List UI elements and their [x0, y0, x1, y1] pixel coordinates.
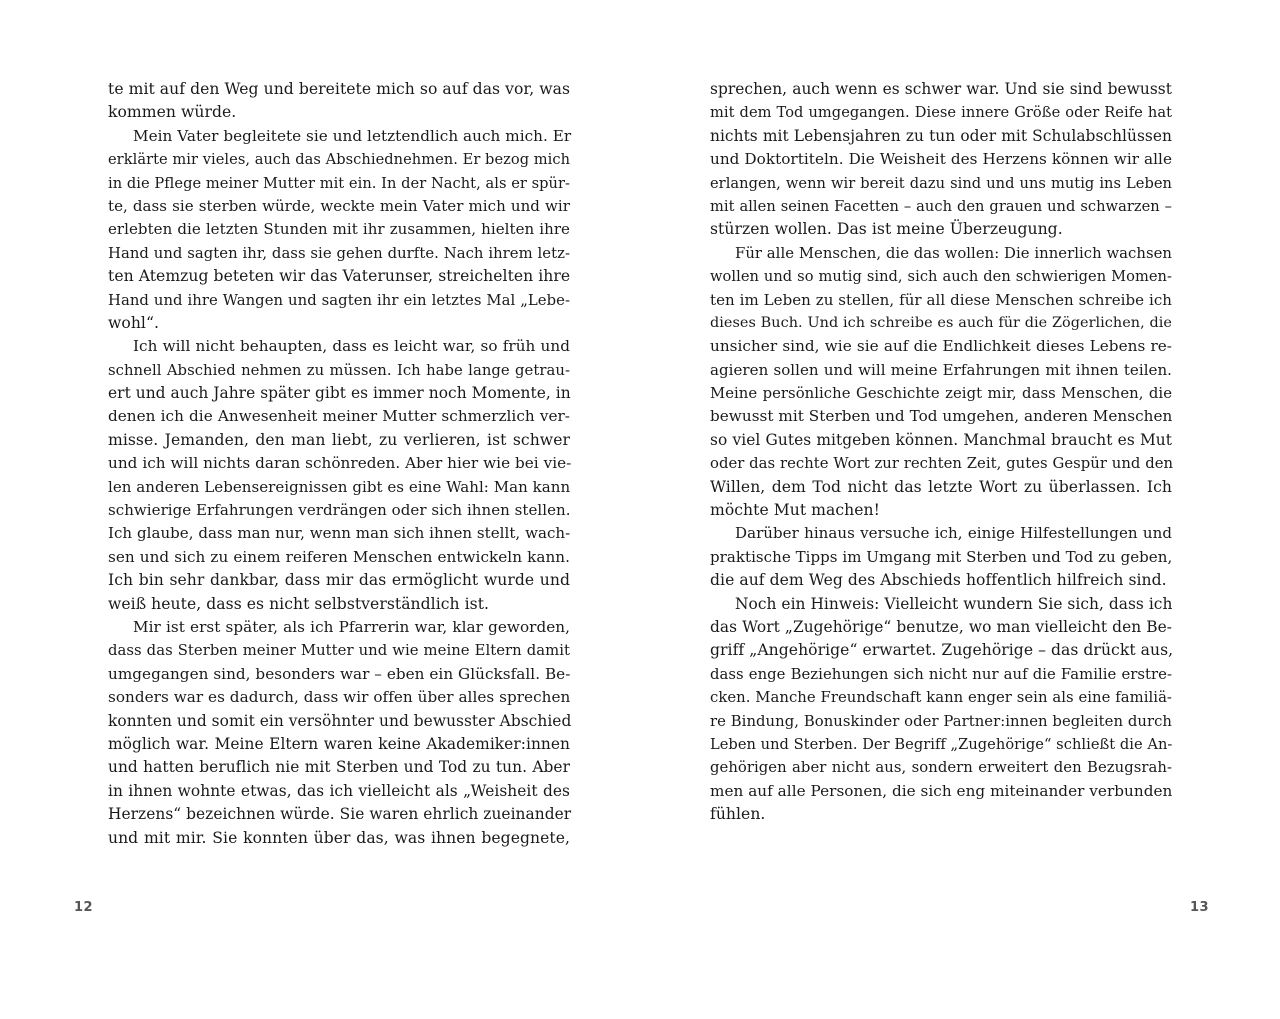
text-line: re Bindung, Bonuskinder oder Partner:innen begleiten durch — [710, 712, 1172, 730]
text-line: erlebten die letzten Stunden mit ihr zusammen, hielten ihre — [108, 220, 570, 239]
text-line: Darüber hinaus versuche ich, einige Hilfestellungen und — [735, 524, 1172, 543]
text-line: umgegangen sind, besonders war – eben ein Glücksfall. Be- — [108, 664, 571, 683]
text-line: denen ich die Anwesenheit meiner Mutter schmerzlich ver- — [108, 407, 570, 426]
text-line: konnten und somit ein versöhnter und bewusster Abschied — [108, 711, 572, 730]
text-line: misse. Jemanden, den man liebt, zu verlieren, ist schwer — [108, 430, 570, 449]
text-line: Ich bin sehr dankbar, dass mir das ermöglicht wurde und — [108, 571, 570, 590]
text-line: ten Atemzug beteten wir das Vaterunser, streichelten ihre — [108, 267, 571, 286]
text-line: und mit mir. Sie konnten über das, was ihnen begegnete, — [108, 828, 570, 847]
text-line: te, dass sie sterben würde, weckte mein Vater mich und wir — [108, 196, 570, 215]
text-line: men auf alle Personen, die sich eng miteinander verbunden — [710, 781, 1173, 800]
text-line: Meine persönliche Geschichte zeigt mir, dass Menschen, die — [710, 385, 1172, 403]
text-line: sen und sich zu einem reiferen Menschen entwickeln kann. — [108, 547, 570, 566]
text-line: dass das Sterben meiner Mutter und wie meine Eltern damit — [108, 642, 570, 660]
page-number-right: 13 — [1190, 900, 1210, 915]
text-line: ten im Leben zu stellen, für all diese Menschen schreibe ich — [710, 290, 1172, 309]
text-line: gehörigen aber nicht aus, sondern erweitert den Bezugsrah- — [710, 759, 1172, 777]
text-line: Herzens“ bezeichnen würde. Sie waren ehrlich zueinander — [108, 805, 572, 824]
text-line: Ich will nicht behaupten, dass es leicht war, so früh und — [133, 337, 570, 356]
text-line: Leben und Sterben. Der Begriff „Zugehörige“ schließt die An- — [710, 735, 1173, 753]
text-line: nichts mit Lebensjahren zu tun oder mit Schulabschlüssen — [710, 126, 1172, 145]
text-line: wohl“. — [108, 313, 159, 332]
text-line: wollen und so mutig sind, sich auch den schwierigen Momen- — [710, 268, 1172, 286]
text-line: mit allen seinen Facetten – auch den grauen und schwarzen – — [710, 197, 1172, 215]
text-line: bewusst mit Sterben und Tod umgehen, anderen Menschen — [710, 407, 1173, 426]
text-line: erklärte mir vieles, auch das Abschiednehmen. Er bezog mich — [108, 151, 571, 169]
text-line: schnell Abschied nehmen zu müssen. Ich habe lange getrau- — [108, 361, 570, 379]
text-line: griff „Angehörige“ erwartet. Zugehörige – das drückt aus, — [710, 641, 1174, 660]
text-line: in die Pflege meiner Mutter mit ein. In der Nacht, als er spür- — [108, 174, 570, 192]
text-line: te mit auf den Weg und bereitete mich so auf das vor, was — [108, 80, 571, 98]
text-line: erlangen, wenn wir bereit dazu sind und uns mutig ins Leben — [710, 174, 1172, 192]
text-line: das Wort „Zugehörige“ benutze, wo man vielleicht den Be- — [710, 617, 1172, 636]
text-line: und hatten beruflich nie mit Sterben und Tod zu tun. Aber — [108, 758, 570, 777]
right-page-text — [710, 78, 1172, 827]
text-line: fühlen. — [710, 805, 766, 824]
text-line: sonders war es dadurch, dass wir offen über alles sprechen — [108, 688, 571, 707]
text-line: agieren sollen und will meine Erfahrungen mit ihnen teilen. — [710, 360, 1172, 379]
text-line: praktische Tipps im Umgang mit Sterben und Tod zu geben, — [710, 547, 1173, 566]
text-line: sprechen, auch wenn es schwer war. Und sie sind bewusst — [710, 80, 1172, 98]
text-line: schwierige Erfahrungen verdrängen oder sich ihnen stellen. — [108, 501, 571, 520]
text-line: Ich glaube, dass man nur, wenn man sich ihnen stellt, wach- — [108, 524, 571, 543]
text-line: dieses Buch. Und ich schreibe es auch für die Zögerlichen, die — [710, 314, 1172, 331]
left-page-text — [108, 78, 570, 850]
text-line: Mein Vater begleitete sie und letztendlich auch mich. Er — [133, 126, 572, 145]
text-line: so viel Gutes mitgeben können. Manchmal braucht es Mut — [710, 430, 1172, 449]
text-line: dass enge Beziehungen sich nicht nur auf die Familie erstre- — [710, 665, 1172, 683]
text-line: unsicher sind, wie sie auf die Endlichkeit dieses Lebens re- — [710, 337, 1172, 356]
text-line: mit dem Tod umgegangen. Diese innere Größe oder Reife hat — [710, 104, 1172, 122]
text-line: len anderen Lebensereignissen gibt es eine Wahl: Man kann — [108, 477, 571, 496]
text-line: möglich war. Meine Eltern waren keine Akademiker:innen — [108, 734, 570, 753]
text-line: oder das rechte Wort zur rechten Zeit, gutes Gespür und den — [710, 455, 1174, 473]
text-line: kommen würde. — [108, 103, 237, 122]
text-line: und ich will nichts daran schönreden. Aber hier wie bei vie- — [108, 454, 572, 473]
text-line: stürzen wollen. Das ist meine Überzeugung. — [710, 220, 1063, 239]
text-line: die auf dem Weg des Abschieds hoffentlich hilfreich sind. — [710, 571, 1167, 590]
text-line: Hand und ihre Wangen und sagten ihr ein letztes Mal „Lebe- — [108, 291, 570, 309]
text-line: Noch ein Hinweis: Vielleicht wundern Sie sich, dass ich — [735, 594, 1173, 613]
text-line: und Doktortiteln. Die Weisheit des Herzens können wir alle — [710, 150, 1172, 169]
text-line: Mir ist erst später, als ich Pfarrerin war, klar geworden, — [133, 617, 570, 636]
text-line: weiß heute, dass es nicht selbstverständlich ist. — [108, 594, 490, 613]
text-line: möchte Mut machen! — [710, 501, 880, 520]
text-line: Hand und sagten ihr, dass sie gehen durfte. Nach ihrem letz- — [108, 244, 570, 262]
text-line: in ihnen wohnte etwas, das ich vielleicht als „Weisheit des — [108, 781, 570, 800]
text-line: ert und auch Jahre später gibt es immer noch Momente, in — [108, 384, 571, 403]
text-line: cken. Manche Freundschaft kann enger sein als eine familiä- — [710, 689, 1172, 707]
text-line: Für alle Menschen, die das wollen: Die innerlich wachsen — [735, 244, 1172, 262]
page-number-left: 12 — [74, 900, 94, 915]
text-line: Willen, dem Tod nicht das letzte Wort zu überlassen. Ich — [710, 477, 1172, 496]
